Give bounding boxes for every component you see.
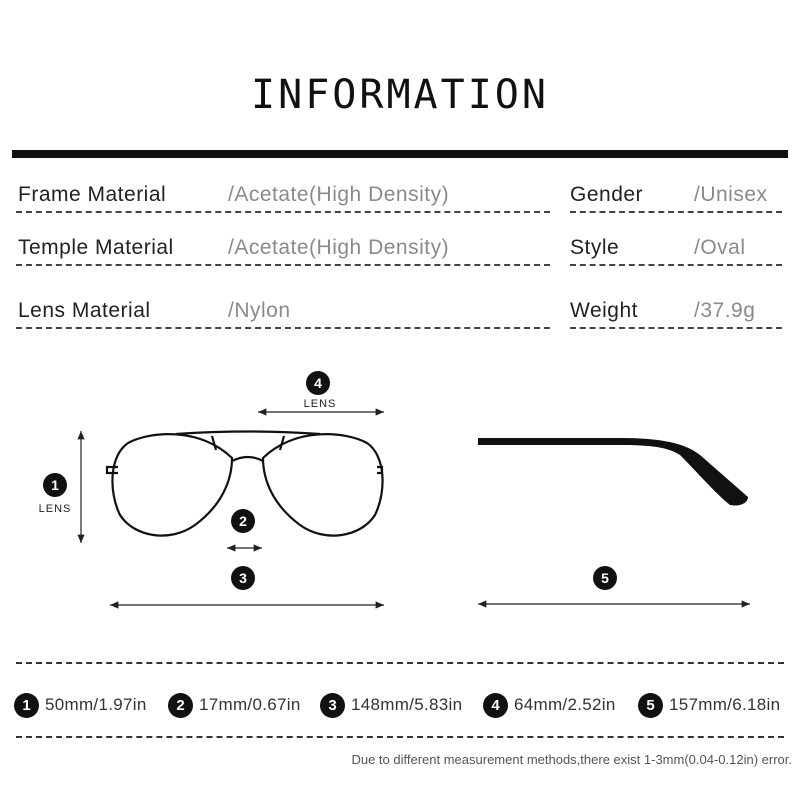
dashed-underline [570,327,782,329]
spec-label: Lens Material [18,299,151,322]
measurement-item [168,690,301,720]
marker-label: 1 [51,477,59,493]
marker-4-icon: 4 [483,693,508,718]
marker-label: 4 [314,375,322,391]
glasses-diagram [0,355,800,625]
dashed-underline [570,211,782,213]
measurements-top-divider [16,662,784,664]
spec-label: Weight [570,299,638,322]
marker-2-icon: 2 [168,693,193,718]
measurement-item [320,690,462,720]
spec-row-temple [16,236,782,266]
dashed-underline [570,264,782,266]
spec-label: Frame Material [18,183,167,206]
spec-value: /Oval [694,236,746,259]
spec-value: /Acetate(High Density) [228,236,450,259]
spec-value: /Acetate(High Density) [228,183,450,206]
measurement-value: 17mm/0.67in [199,695,301,714]
marker-label: 5 [601,570,609,586]
dashed-underline [16,327,550,329]
measurement-item [483,690,616,720]
measurement-value: 50mm/1.97in [45,695,147,714]
measurement-item [14,690,147,720]
marker-label: 2 [239,513,247,529]
marker-1-icon: 1 [14,693,39,718]
spec-value: /Nylon [228,299,291,322]
measurement-value: 148mm/5.83in [351,695,463,714]
measurement-value: 157mm/6.18in [669,695,781,714]
title-divider [12,150,788,158]
spec-label: Temple Material [18,236,174,259]
spec-label: Style [570,236,620,259]
measurement-note: Due to different measurement methods,there exist 1-3mm(0.04-0.12in) error. [351,752,792,767]
marker-5-icon: 5 [638,693,663,718]
dashed-underline [16,211,550,213]
measurements-bottom-divider [16,736,784,738]
temple-arm-icon [478,438,748,506]
lens-label-vertical: LENS [38,503,72,515]
spec-row-lens [16,299,782,329]
spec-value: /37.9g [694,299,756,322]
measurement-value: 64mm/2.52in [514,695,616,714]
measurements-row [0,690,800,720]
spec-label: Gender [570,183,644,206]
marker-3-icon: 3 [320,693,345,718]
spec-row-frame [16,183,782,213]
page-title: INFORMATION [251,72,549,118]
measurement-item [638,690,780,720]
lens-label-top: LENS [303,398,337,410]
dashed-underline [16,264,550,266]
marker-label: 3 [239,570,247,586]
spec-value: /Unisex [694,183,768,206]
